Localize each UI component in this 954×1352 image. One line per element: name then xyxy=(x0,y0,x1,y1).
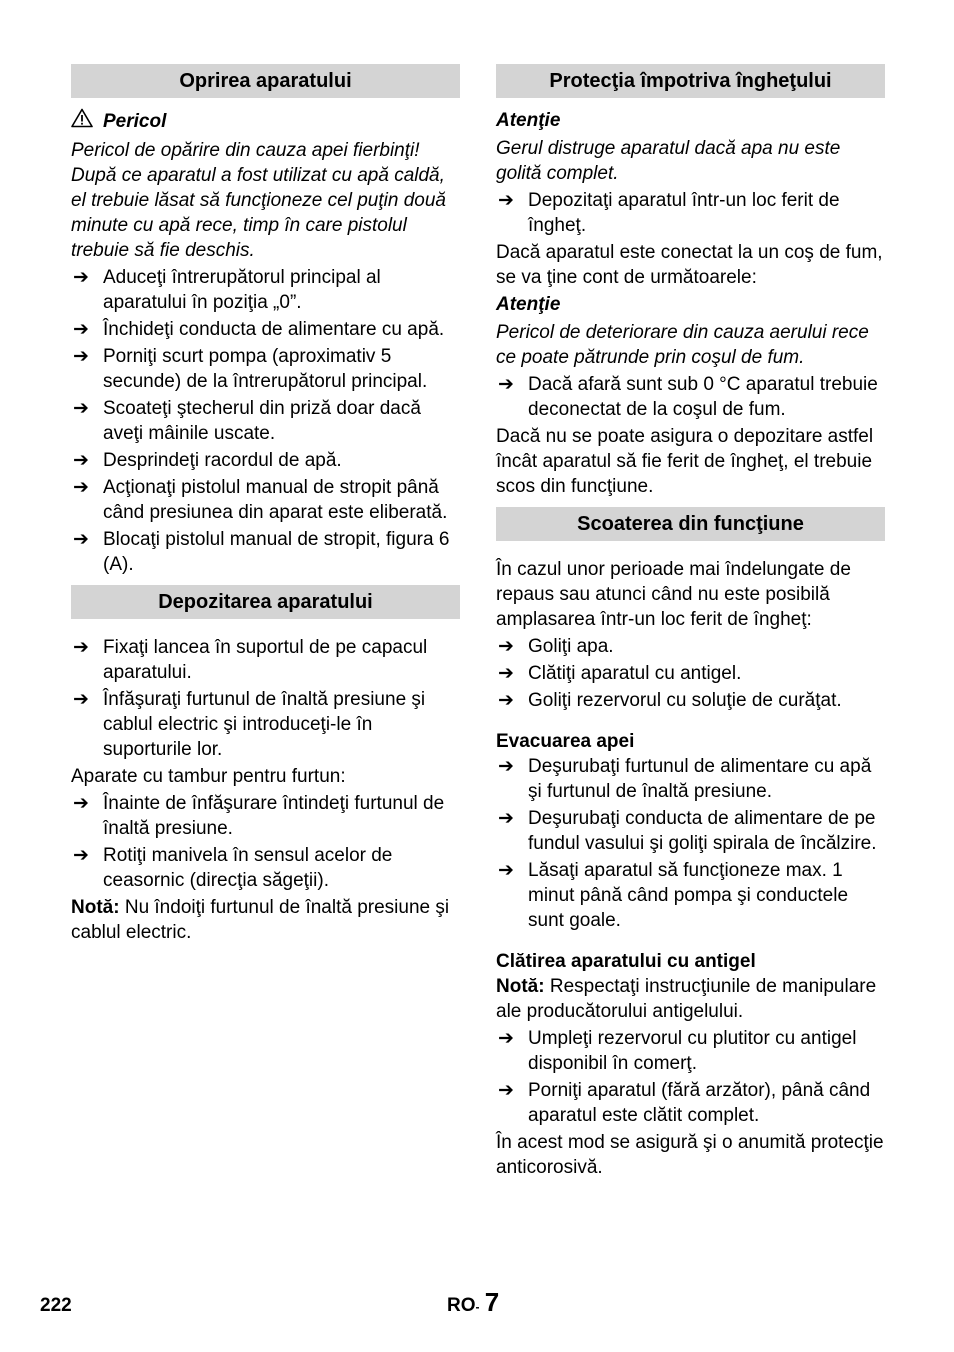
separator: - xyxy=(475,1300,480,1314)
decommission-text: În cazul unor perioade mai îndelungate de repaus sau atunci când nu este posibilă amplasarea într-un loc ferit de îngheţ: xyxy=(496,559,851,630)
arrow-right-icon: ➔ xyxy=(73,346,89,367)
arrow-right-icon: ➔ xyxy=(498,190,514,211)
arrow-right-icon: ➔ xyxy=(73,477,89,498)
section-heading-shutdown: Oprirea aparatului xyxy=(71,64,460,98)
hose-drum-steps xyxy=(71,791,460,893)
hose-drum-intro: Aparate cu tambur pentru furtun: xyxy=(71,766,346,787)
list-item: ➔ Goliţi rezervorul cu soluţie de curăţat. xyxy=(498,690,842,711)
section-heading-frost-protection: Protecţia împotriva îngheţului xyxy=(496,64,885,98)
note-label: Notă: xyxy=(496,976,545,997)
note-label: Notă: xyxy=(71,897,120,918)
list-item: ➔ Înainte de înfăşurare întindeţi furtunul de înaltă presiune. xyxy=(73,793,445,839)
arrow-right-icon: ➔ xyxy=(73,793,89,814)
section-page-number: 7 xyxy=(484,1287,500,1317)
list-item: ➔ Deşurubaţi conducta de alimentare de pe fundul vasului şi goliţi spirala de încălzire. xyxy=(498,808,877,854)
list-item: ➔ Dacă afară sunt sub 0 °C aparatul trebuie deconectat de la coşul de fum. xyxy=(498,374,878,420)
arrow-right-icon: ➔ xyxy=(73,319,89,340)
chimney-text: Dacă aparatul este conectat la un coş de fum, se va ţine cont de următoarele: xyxy=(496,242,883,288)
warning-triangle-icon xyxy=(71,108,93,135)
decommission-steps xyxy=(496,634,885,713)
arrow-right-icon: ➔ xyxy=(498,1080,514,1101)
arrow-right-icon: ➔ xyxy=(73,689,89,710)
left-column xyxy=(71,64,460,947)
arrow-right-icon: ➔ xyxy=(498,808,514,829)
list-item: ➔ Blocaţi pistolul manual de stropit, figura 6 (A). xyxy=(73,529,450,575)
list-item: ➔ Lăsaţi aparatul să funcţioneze max. 1 minut până când pompa şi conductele sunt goale. xyxy=(498,860,849,931)
storage-note xyxy=(71,895,460,945)
arrow-right-icon: ➔ xyxy=(73,845,89,866)
list-item: ➔ Rotiţi manivela în sensul acelor de ceasornic (direcţia săgeţii). xyxy=(73,845,393,891)
note-text: Respectaţi instrucţiunile de manipulare ale producătorului antigelului. xyxy=(496,976,877,1022)
arrow-right-icon: ➔ xyxy=(498,1028,514,1049)
list-item: ➔ Scoateţi ştecherul din priză doar dacă aveţi mâinile uscate. xyxy=(73,398,421,444)
list-item: ➔ Desprindeţi racordul de apă. xyxy=(73,450,342,471)
list-item: ➔ Deşurubaţi furtunul de alimentare cu apă şi furtunul de înaltă presiune. xyxy=(498,756,872,802)
chimney-steps xyxy=(496,372,885,422)
list-item: ➔ Porniţi aparatul (fără arzător), până când aparatul este clătit complet. xyxy=(498,1080,871,1126)
list-item: ➔ Depozitaţi aparatul într-un loc ferit de îngheţ. xyxy=(498,190,840,236)
right-column xyxy=(496,64,885,1182)
list-item: ➔ Clătiţi aparatul cu antigel. xyxy=(498,663,742,684)
attention-text: Gerul distruge aparatul dacă apa nu este golită complet. xyxy=(496,138,841,184)
storage-frost-text: Dacă nu se poate asigura o depozitare astfel încât aparatul să fie ferit de îngheţ, el trebuie scos din funcţiune. xyxy=(496,426,874,497)
storage-steps xyxy=(71,635,460,762)
arrow-right-icon: ➔ xyxy=(498,690,514,711)
page-number: 222 xyxy=(40,1295,72,1316)
section-heading-decommissioning: Scoaterea din funcţiune xyxy=(496,507,885,541)
language-code: RO xyxy=(447,1295,476,1316)
section-heading-storage: Depozitarea aparatului xyxy=(71,585,460,619)
danger-label: Pericol xyxy=(103,111,167,132)
danger-text: Pericol de opărire din cauza apei fierbinţi! După ce aparatul a fost utilizat cu apă caldă, el trebuie lăsat să funcţioneze cel puţin două minute cu apă rece, timp în care pistolul trebuie să fie deschis. xyxy=(71,140,446,261)
list-item: ➔ Umpleţi rezervorul cu plutitor cu antigel disponibil în comerţ. xyxy=(498,1028,857,1074)
list-item: ➔ Aduceţi întrerupătorul principal al aparatului în poziţia „0”. xyxy=(73,267,381,313)
list-item: ➔ Acţionaţi pistolul manual de stropit până când presiunea din aparat este eliberată. xyxy=(73,477,448,523)
list-item: ➔ Goliţi apa. xyxy=(498,636,614,657)
list-item: ➔ Porniţi scurt pompa (aproximativ 5 secunde) de la întrerupătorul principal. xyxy=(73,346,428,392)
arrow-right-icon: ➔ xyxy=(73,529,89,550)
arrow-right-icon: ➔ xyxy=(498,663,514,684)
arrow-right-icon: ➔ xyxy=(73,398,89,419)
subheading-antifreeze-rinse: Clătirea aparatului cu antigel xyxy=(496,951,756,972)
shutdown-steps xyxy=(71,265,460,577)
arrow-right-icon: ➔ xyxy=(498,374,514,395)
attention-label: Atenţie xyxy=(496,110,561,131)
arrow-right-icon: ➔ xyxy=(498,636,514,657)
corrosion-protection-text: În acest mod se asigură şi o anumită protecţie anticorosivă. xyxy=(496,1132,884,1178)
arrow-right-icon: ➔ xyxy=(498,860,514,881)
attention-text: Pericol de deteriorare din cauza aerului rece ce poate pătrunde prin coşul de fum. xyxy=(496,322,869,368)
list-item: ➔ Fixaţi lancea în suportul de pe capacul aparatului. xyxy=(73,637,428,683)
list-item: ➔ Închideţi conducta de alimentare cu apă. xyxy=(73,319,445,340)
section-page-label xyxy=(447,1287,500,1320)
frost-steps xyxy=(496,188,885,238)
arrow-right-icon: ➔ xyxy=(73,450,89,471)
list-item: ➔ Înfăşuraţi furtunul de înaltă presiune şi cablul electric şi introduceţi-le în suporturile lor. xyxy=(73,689,426,760)
arrow-right-icon: ➔ xyxy=(73,637,89,658)
antifreeze-note xyxy=(496,974,885,1024)
arrow-right-icon: ➔ xyxy=(498,756,514,777)
antifreeze-steps xyxy=(496,1026,885,1128)
attention-label: Atenţie xyxy=(496,294,561,315)
note-text: Nu îndoiţi furtunul de înaltă presiune şi cablul electric. xyxy=(71,897,450,943)
arrow-right-icon: ➔ xyxy=(73,267,89,288)
subheading-water-drain: Evacuarea apei xyxy=(496,731,635,752)
drain-steps xyxy=(496,754,885,933)
danger-warning-title xyxy=(71,108,460,135)
